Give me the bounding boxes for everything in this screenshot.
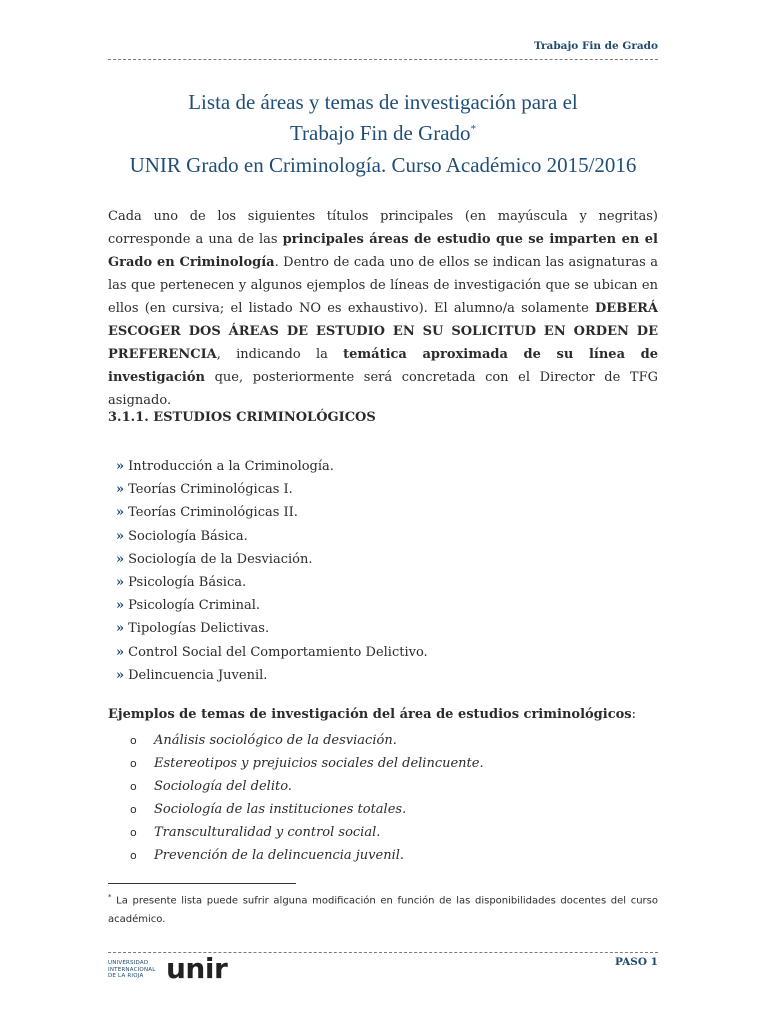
course-label: Psicología Básica. <box>128 575 247 591</box>
footnote <box>108 888 658 929</box>
example-label: Sociología de las instituciones totales. <box>154 802 407 818</box>
intro-text-4: que, posteriormente será concretada con el Director de TFG asignado. <box>108 370 658 408</box>
list-item <box>116 664 428 687</box>
title-line-2-text: Trabajo Fin de Grado <box>289 121 471 145</box>
course-label: Teorías Criminológicas II. <box>128 505 298 521</box>
examples-heading <box>108 707 636 722</box>
list-item <box>116 525 428 548</box>
intro-bold-3: temática aproximada de su línea de investigación <box>108 347 659 385</box>
example-label: Análisis sociológico de la desviación. <box>154 733 397 748</box>
examples-list <box>130 729 484 868</box>
list-item <box>116 641 428 664</box>
logo-subtitle <box>108 960 156 980</box>
bullet-icon: » <box>116 598 125 614</box>
list-item <box>130 798 484 821</box>
document-title <box>108 86 658 182</box>
course-label: Sociología Básica. <box>128 528 248 544</box>
title-line-3: UNIR Grado en Criminología. Curso Académico 2015/2016 <box>129 153 637 177</box>
bullet-icon: » <box>116 551 125 567</box>
unir-logo <box>108 952 248 990</box>
bullet-icon: » <box>116 459 125 474</box>
intro-text-1: Cada uno de los siguientes títulos principales (en mayúscula y negritas) corresponde a una de las <box>108 209 658 247</box>
logo-line-1: UNIVERSIDAD <box>108 960 149 966</box>
list-item <box>116 594 428 617</box>
title-line-2 <box>108 118 658 148</box>
bullet-icon: » <box>116 621 125 637</box>
course-label: Delincuencia Juvenil. <box>128 667 268 683</box>
course-list <box>116 455 428 687</box>
list-item <box>130 844 484 867</box>
section-heading: 3.1.1. ESTUDIOS CRIMINOLÓGICOS <box>108 410 376 425</box>
list-item <box>116 617 428 640</box>
circle-bullet-icon: o <box>130 849 137 863</box>
footnote-ref: * <box>470 123 477 135</box>
bullet-icon: » <box>116 667 125 683</box>
list-item <box>116 571 428 594</box>
course-label: Teorías Criminológicas I. <box>128 482 293 498</box>
example-label: Prevención de la delincuencia juvenil. <box>154 848 405 864</box>
course-label: Psicología Criminal. <box>128 598 261 614</box>
bullet-icon: » <box>116 575 125 591</box>
list-item <box>130 821 484 844</box>
list-item <box>116 548 428 571</box>
course-label: Sociología de la Desviación. <box>128 551 313 567</box>
page-number: PASO 1 <box>615 956 658 968</box>
intro-bold-2: DEBERÁ ESCOGER DOS ÁREAS DE ESTUDIO EN SU SOLICITUD EN ORDEN DE PREFERENCIA <box>108 301 658 362</box>
list-item <box>130 729 484 752</box>
bullet-icon: » <box>116 528 125 544</box>
example-label: Estereotipos y prejuicios sociales del delincuente. <box>154 756 484 772</box>
example-label: Transculturalidad y control social. <box>154 825 381 841</box>
intro-paragraph <box>108 205 658 412</box>
course-label: Tipologías Delictivas. <box>128 621 270 637</box>
bullet-icon: » <box>116 482 125 498</box>
logo-line-3: DE LA RIOJA <box>108 973 144 979</box>
logo-wordmark: unir <box>166 952 228 985</box>
circle-bullet-icon: o <box>130 757 137 771</box>
examples-heading-colon: : <box>631 707 636 722</box>
circle-bullet-icon: o <box>130 734 137 747</box>
list-item <box>116 455 428 478</box>
footnote-mark: * <box>108 893 112 901</box>
example-label: Sociología del delito. <box>154 779 292 795</box>
bullet-icon: » <box>116 644 125 660</box>
list-item <box>116 478 428 501</box>
course-label: Introducción a la Criminología. <box>128 459 334 474</box>
title-line-1: Lista de áreas y temas de investigación para el <box>188 90 578 114</box>
logo-line-2: INTERNACIONAL <box>108 966 156 973</box>
circle-bullet-icon: o <box>130 826 137 840</box>
footnote-text: La presente lista puede sufrir alguna modificación en función de las disponibilidades docentes del curso académico. <box>108 895 658 926</box>
running-header: Trabajo Fin de Grado <box>533 40 658 52</box>
list-item <box>130 775 484 798</box>
list-item <box>130 752 484 775</box>
circle-bullet-icon: o <box>130 780 137 794</box>
circle-bullet-icon: o <box>130 803 137 817</box>
intro-text-2: . Dentro de cada uno de ellos se indican las asignaturas a las que pertenecen y algunos ejemplos de líneas de investigación que se ubican en ellos (en cursiva; el listado NO es exhaustivo). El alumno/a solamente <box>108 255 658 316</box>
footnote-divider <box>108 883 296 884</box>
examples-heading-text: Ejemplos de temas de investigación del área de estudios criminológicos <box>108 707 632 722</box>
header-divider <box>108 59 658 60</box>
course-label: Control Social del Comportamiento Delictivo. <box>128 644 428 660</box>
intro-text-3: , indicando la <box>216 347 344 362</box>
bullet-icon: » <box>116 505 125 521</box>
list-item <box>116 501 428 524</box>
intro-bold-1: principales áreas de estudio que se imparten en el Grado en Criminología <box>108 232 658 270</box>
